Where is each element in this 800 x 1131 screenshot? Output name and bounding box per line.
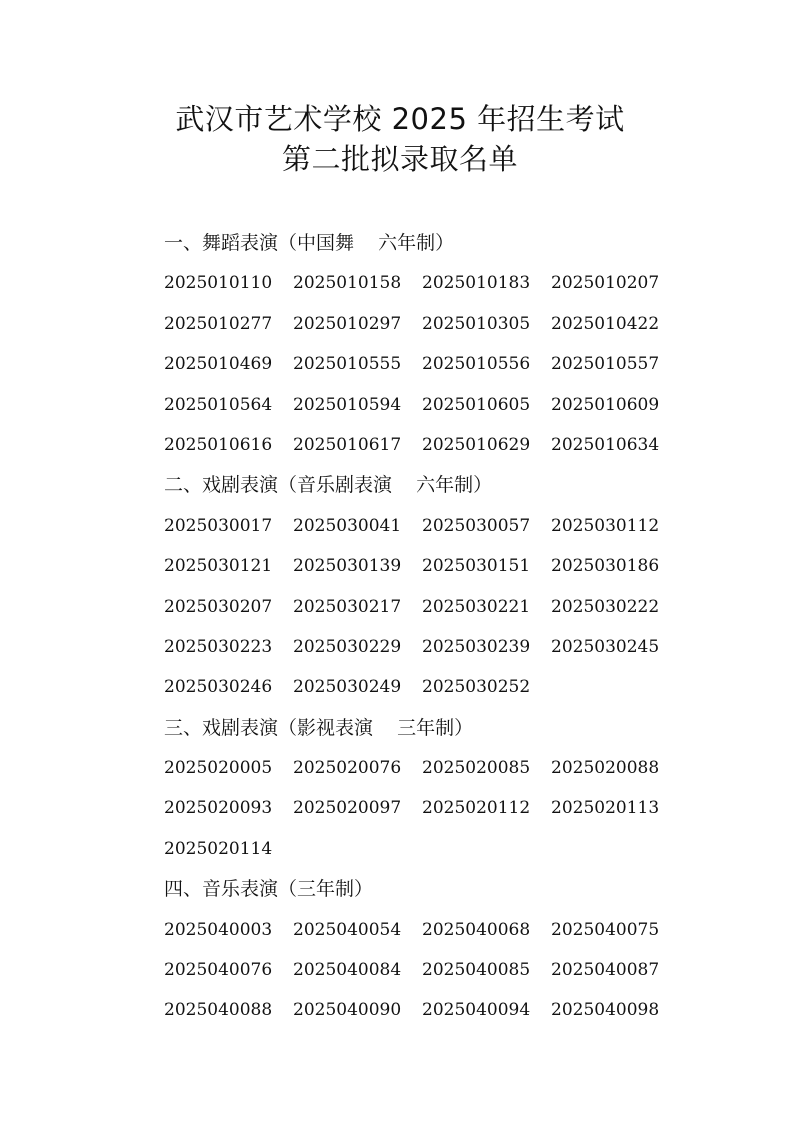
candidate-number: 2025010555	[293, 354, 402, 375]
candidate-number: 2025030245	[551, 636, 660, 657]
candidate-number: 2025010605	[422, 394, 531, 415]
number-row	[164, 344, 724, 384]
candidate-number: 2025020097	[293, 798, 402, 819]
candidate-number: 2025010277	[164, 313, 273, 334]
candidate-number: 2025030112	[551, 515, 660, 536]
candidate-number: 2025040085	[422, 960, 531, 981]
candidate-number: 2025010469	[164, 354, 273, 375]
section-2	[164, 465, 724, 707]
number-row	[164, 506, 724, 546]
candidate-number: 2025040084	[293, 960, 402, 981]
candidate-number: 2025010183	[422, 273, 531, 294]
candidate-number: 2025020005	[164, 758, 273, 779]
candidate-number: 2025020076	[293, 758, 402, 779]
candidate-number: 2025010305	[422, 313, 531, 334]
number-row	[164, 667, 724, 707]
section-heading: 三、戏剧表演（影视表演 三年制）	[164, 716, 474, 739]
document-title: 武汉市艺术学校 2025 年招生考试	[175, 102, 625, 136]
number-row	[164, 910, 724, 950]
candidate-number: 2025020085	[422, 758, 531, 779]
candidate-number: 2025040090	[293, 1000, 402, 1021]
candidate-number: 2025040098	[551, 1000, 660, 1021]
candidate-number: 2025040068	[422, 919, 531, 940]
document-subtitle: 第二批拟录取名单	[281, 142, 518, 176]
number-row	[164, 304, 724, 344]
candidate-number: 2025030249	[293, 677, 402, 698]
candidate-number: 2025030017	[164, 515, 273, 536]
candidate-number: 2025010609	[551, 394, 660, 415]
candidate-number: 2025030057	[422, 515, 531, 536]
candidate-number: 2025030221	[422, 596, 531, 617]
candidate-number: 2025040088	[164, 1000, 273, 1021]
candidate-number: 2025030217	[293, 596, 402, 617]
candidate-number: 2025010629	[422, 434, 531, 455]
candidate-number: 2025010556	[422, 354, 531, 375]
candidate-number: 2025010297	[293, 313, 402, 334]
candidate-number: 2025010422	[551, 313, 660, 334]
candidate-number: 2025020113	[551, 798, 660, 819]
candidate-number: 2025010616	[164, 434, 273, 455]
number-row	[164, 587, 724, 627]
number-row	[164, 425, 724, 465]
candidate-number: 2025030252	[422, 677, 531, 698]
section-4	[164, 869, 724, 1031]
candidate-number: 2025030151	[422, 556, 531, 577]
candidate-number: 2025040003	[164, 919, 273, 940]
candidate-number: 2025010594	[293, 394, 402, 415]
candidate-number: 2025030239	[422, 636, 531, 657]
candidate-number: 2025030139	[293, 556, 402, 577]
number-row	[164, 788, 724, 828]
admission-list	[164, 223, 724, 1031]
section-heading: 二、戏剧表演（音乐剧表演 六年制）	[164, 474, 493, 497]
number-row	[164, 829, 724, 869]
candidate-number: 2025040094	[422, 1000, 531, 1021]
number-row	[164, 385, 724, 425]
candidate-number: 2025020112	[422, 798, 531, 819]
candidate-number: 2025010617	[293, 434, 402, 455]
candidate-number: 2025030223	[164, 636, 273, 657]
number-row	[164, 546, 724, 586]
section-3	[164, 708, 724, 870]
candidate-number: 2025010557	[551, 354, 660, 375]
candidate-number: 2025010634	[551, 434, 660, 455]
number-row	[164, 950, 724, 990]
section-1	[164, 223, 724, 465]
candidate-number: 2025040075	[551, 919, 660, 940]
candidate-number: 2025040076	[164, 960, 273, 981]
candidate-number: 2025010110	[164, 273, 273, 294]
number-row	[164, 627, 724, 667]
candidate-number: 2025040054	[293, 919, 402, 940]
candidate-number: 2025030041	[293, 515, 402, 536]
candidate-number: 2025030229	[293, 636, 402, 657]
number-row	[164, 263, 724, 303]
candidate-number: 2025020093	[164, 798, 273, 819]
candidate-number: 2025030186	[551, 556, 660, 577]
candidate-number: 2025040087	[551, 960, 660, 981]
candidate-number: 2025010564	[164, 394, 273, 415]
number-row	[164, 748, 724, 788]
candidate-number: 2025010207	[551, 273, 660, 294]
section-heading: 四、音乐表演（三年制）	[164, 878, 374, 901]
candidate-number: 2025010158	[293, 273, 402, 294]
candidate-number: 2025030246	[164, 677, 273, 698]
candidate-number: 2025020088	[551, 758, 660, 779]
number-row	[164, 990, 724, 1030]
candidate-number: 2025020114	[164, 838, 273, 859]
section-heading: 一、舞蹈表演（中国舞 六年制）	[164, 232, 455, 254]
candidate-number: 2025030121	[164, 556, 273, 577]
candidate-number: 2025030222	[551, 596, 660, 617]
candidate-number: 2025030207	[164, 596, 273, 617]
